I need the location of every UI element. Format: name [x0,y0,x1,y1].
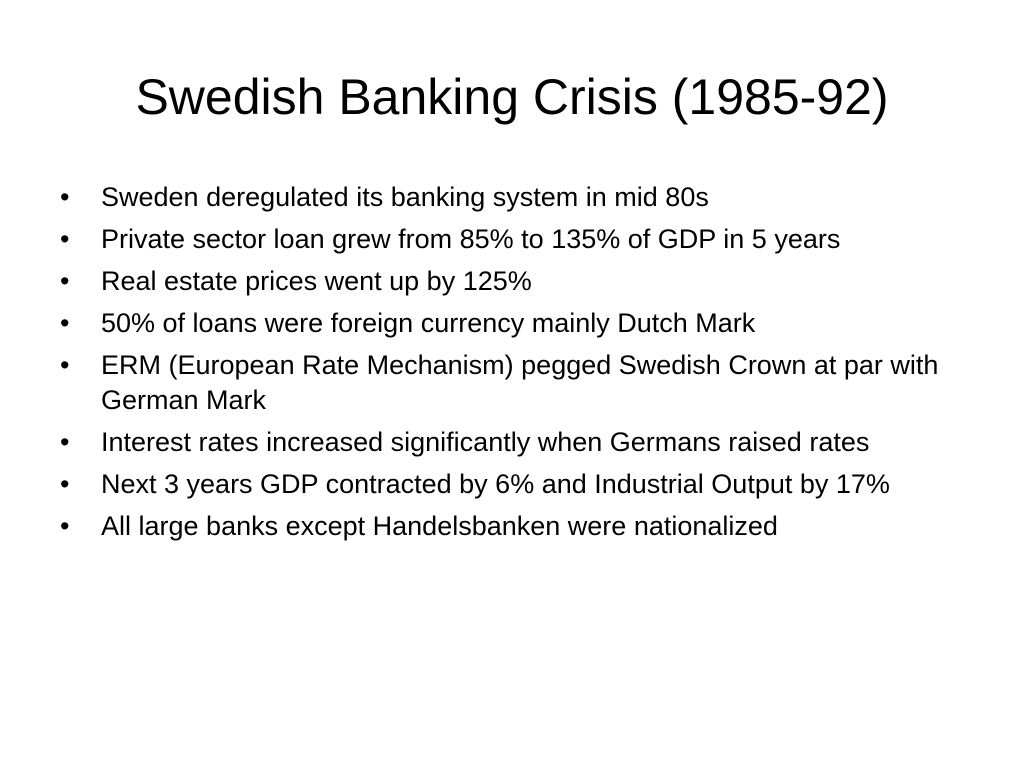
bullet-icon: • [60,511,70,541]
bullet-icon: • [60,308,70,338]
bullet-text: 50% of loans were foreign currency mainly Dutch Mark [101,308,756,338]
bullet-text: Interest rates increased significantly when Germans raised rates [101,427,870,457]
bullet-icon: • [60,266,70,296]
bullet-text: Sweden deregulated its banking system in mid 80s [101,182,709,212]
bullet-item [60,264,965,299]
bullet-icon: • [60,182,70,212]
bullet-item [60,222,965,257]
bullet-icon: • [60,427,70,457]
bullet-item [60,467,965,502]
bullet-item [60,425,965,460]
bullet-text: Next 3 years GDP contracted by 6% and Industrial Output by 17% [101,469,890,499]
bullet-icon: • [60,350,70,380]
bullet-icon: • [60,469,70,499]
bullet-item [60,348,965,418]
bullet-text: All large banks except Handelsbanken were nationalized [101,511,778,541]
bullet-item [60,180,965,215]
bullet-item [60,509,965,544]
bullet-icon: • [60,224,70,254]
bullet-text: ERM (European Rate Mechanism) pegged Swedish Crown at par with German Mark [101,350,939,415]
bullet-item [60,306,965,341]
bullet-text: Real estate prices went up by 125% [101,266,532,296]
slide-title: Swedish Banking Crisis (1985-92) [135,69,889,125]
bullet-text: Private sector loan grew from 85% to 135% of GDP in 5 years [101,224,841,254]
bullet-list [60,180,965,551]
